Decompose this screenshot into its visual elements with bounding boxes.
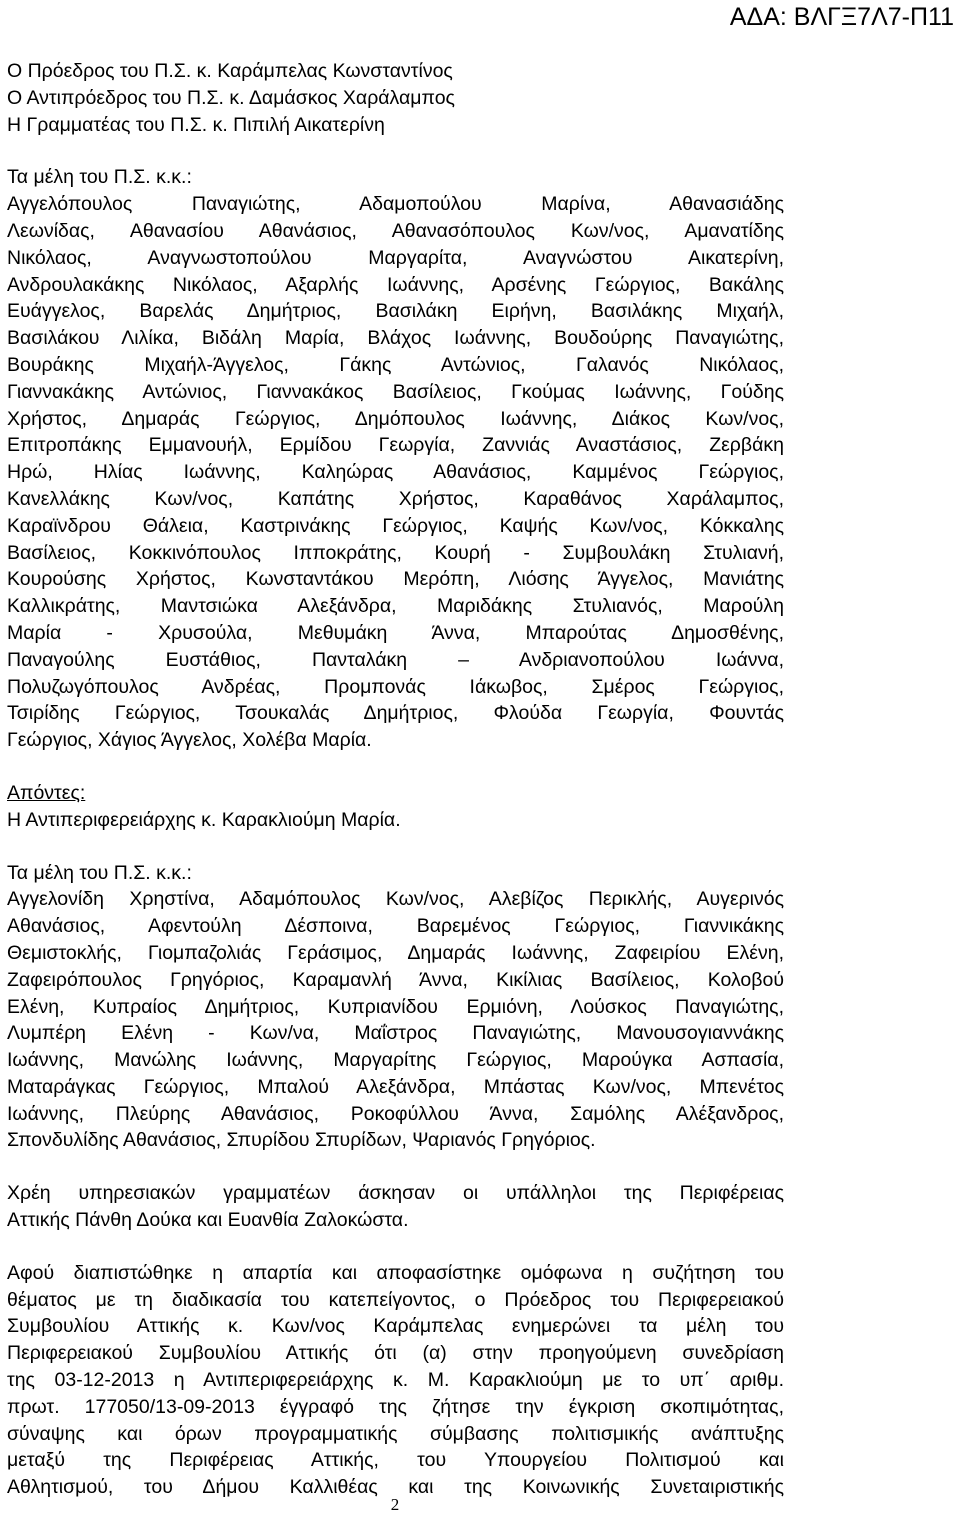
body-paragraph: [7, 1260, 784, 1501]
absent-heading: Απόντες:: [7, 781, 86, 804]
present-members-line: Καραϊνδρου Θάλεια, Καστρινάκης Γεώργιος, Καψής Κων/νος, Κόκκαλης: [7, 514, 784, 537]
present-members-line: Μαρία - Χρυσούλα, Μεθυμάκη Άννα, Μπαρούτας Δημοσθένης,: [7, 621, 784, 644]
secretaries-line: Αττικής Πάνθη Δούκα και Ευανθία Ζαλοκώστα.: [7, 1209, 409, 1232]
ada-code: ΑΔΑ: ΒΛΓΞ7Λ7-Π11: [729, 3, 954, 31]
present-members-line: Κανελλάκης Κων/νος, Καπάτης Χρήστος, Καραθάνος Χαράλαμπος,: [7, 487, 784, 510]
present-members-last-line: Γεώργιος, Χάγιος Άγγελος, Χολέβα Μαρία.: [7, 729, 372, 752]
present-members-line: Νικόλαος, Αναγνωστοπούλου Μαργαρίτα, Αναγνώστου Αικατερίνη,: [7, 246, 784, 269]
secretaries-paragraph: [7, 1180, 784, 1234]
spacer: [7, 138, 784, 164]
present-members-line: Τσιρίδης Γεώργιος, Τσουκαλάς Δημήτριος, Φλούδα Γεωργία, Φουντάς: [7, 702, 784, 725]
present-members-line: Επιτροπάκης Εμμανουήλ, Ερμίδου Γεωργία, Ζαννιάς Αναστάσιος, Ζερβάκη: [7, 434, 784, 457]
absent-members-last-line: Σπονδυλίδης Αθανάσιος, Σπυρίδου Σπυρίδων, Ψαριανός Γρηγόριος.: [7, 1129, 596, 1152]
absent-members-line: Ιωάννης, Πλεύρης Αθανάσιος, Ροκοφύλλου Άννα, Σαμόλης Αλέξανδρος,: [7, 1102, 784, 1125]
present-members-line: Καλλικράτης, Μαντσιώκα Αλεξάνδρα, Μαριδάκης Στυλιανός, Μαρούλη: [7, 595, 784, 618]
absent-members-line: Ζαφειρόπουλος Γρηγόριος, Καραμανλή Άννα, Κικίλιας Βασίλειος, Κολοβού: [7, 968, 784, 991]
present-members-line: Παναγούλης Ευστάθιος, Πανταλάκη – Ανδριανοπούλου Ιωάννα,: [7, 648, 784, 671]
present-members-heading: Τα μέλη του Π.Σ. κ.κ.:: [7, 166, 192, 189]
absent-members-line: Αγγελονίδη Χρηστίνα, Αδαμόπουλος Κων/νος, Αλεβίζος Περικλής, Αυγερινός: [7, 888, 784, 911]
body-line: Περιφερειακού Συμβουλίου Αττικής ότι (α) στην προηγούμενη συνεδρίαση: [7, 1342, 784, 1365]
body-line: Αφού διαπιστώθηκε η απαρτία και αποφασίστηκε ομόφωνα η συζήτηση του: [7, 1261, 784, 1284]
absent-members-line: Ματαράγκας Γεώργιος, Μπαλού Αλεξάνδρα, Μπάστας Κων/νος, Μπενέτος: [7, 1075, 784, 1098]
absent-members-block: [7, 860, 784, 1155]
present-members-line: Ανδρουλακάκης Νικόλαος, Αξαρλής Ιωάννης, Αρσένης Γεώργιος, Βακάλης: [7, 273, 784, 296]
present-members-block: [7, 164, 784, 754]
body-line: σύναψης και όρων προγραμματικής σύμβασης πολιτισμικής ανάπτυξης: [7, 1422, 784, 1445]
absent-members-line: Αθανάσιος, Αφεντούλη Δέσποινα, Βαρεμένος Γεώργιος, Γιαννικάκης: [7, 915, 784, 938]
secretary-line: Η Γραμματέας του Π.Σ. κ. Πιπιλή Αικατερίνη: [7, 113, 385, 136]
absent-members-heading: Τα μέλη του Π.Σ. κ.κ.:: [7, 861, 192, 884]
spacer: [7, 1154, 784, 1180]
absent-members-line: Λυμπέρη Ελένη - Κων/να, Μαΐστρος Παναγιώτης, Μανουσογιαννάκης: [7, 1022, 784, 1045]
present-members-line: Ευάγγελος, Βαρελάς Δημήτριος, Βασιλάκη Ειρήνη, Βασιλάκης Μιχαήλ,: [7, 300, 784, 323]
present-members-line: Γιαννακάκης Αντώνιος, Γιαννακάκος Βασίλειος, Γκούμας Ιωάννης, Γούδης: [7, 380, 784, 403]
present-members-line: Βουράκης Μιχαήλ-Άγγελος, Γάκης Αντώνιος, Γαλανός Νικόλαος,: [7, 353, 784, 376]
absent-deputy-line: Η Αντιπεριφερειάρχης κ. Καρακλιούμη Μαρία.: [7, 808, 401, 831]
present-members-list: [7, 191, 784, 727]
body-line: της 03-12-2013 η Αντιπεριφερειάρχης κ. Μ. Καρακλιούμη με το υπ΄ αριθμ.: [7, 1369, 784, 1392]
present-members-line: Βασιλάκου Λιλίκα, Βιδάλη Μαρία, Βλάχος Ιωάννης, Βουδούρης Παναγιώτης,: [7, 327, 784, 350]
secretaries-line: Χρέη υπηρεσιακών γραμματέων άσκησαν οι υπάλληλοι της Περιφέρειας: [7, 1182, 784, 1205]
present-members-line: Κουρούσης Χρήστος, Κωνσταντάκου Μερόπη, Λιόσης Άγγελος, Μανιάτης: [7, 568, 784, 591]
spacer: [7, 754, 784, 780]
minutes-page: [7, 58, 784, 1501]
body-line: πρωτ. 177050/13-09-2013 έγγραφό της ζήτησε την έγκριση σκοπιμότητας,: [7, 1395, 784, 1418]
president-line: Ο Πρόεδρος του Π.Σ. κ. Καράμπελας Κωνσταντίνος: [7, 60, 453, 82]
present-members-line: Πολυζωγόπουλος Ανδρέας, Προμπονάς Ιάκωβος, Σμέρος Γεώργιος,: [7, 675, 784, 698]
present-members-line: Ηρώ, Ηλίας Ιωάννης, Καληώρας Αθανάσιος, Καμμένος Γεώργιος,: [7, 461, 784, 484]
page-number: 2: [390, 1495, 400, 1514]
presidium-block: [7, 58, 784, 138]
spacer: [7, 834, 784, 860]
present-members-line: Λεωνίδας, Αθανασίου Αθανάσιος, Αθανασόπουλος Κων/νος, Αμανατίδης: [7, 219, 784, 242]
body-line: Συμβουλίου Αττικής κ. Κων/νος Καράμπελας ενημερώνει τα μέλη του: [7, 1315, 784, 1338]
present-members-line: Αγγελόπουλος Παναγιώτης, Αδαμοπούλου Μαρίνα, Αθανασιάδης: [7, 193, 784, 216]
absent-members-line: Θεμιστοκλής, Γιομπαζολιάς Γεράσιμος, Δημαράς Ιωάννης, Ζαφειρίου Ελένη,: [7, 941, 784, 964]
absent-members-list: [7, 886, 784, 1127]
absent-members-line: Ιωάννης, Μανώλης Ιωάννης, Μαργαρίτης Γεώργιος, Μαρούγκα Ασπασία,: [7, 1049, 784, 1072]
absent-members-line: Ελένη, Κυπραίος Δημήτριος, Κυπριανίδου Ερμιόνη, Λούσκος Παναγιώτης,: [7, 995, 784, 1018]
spacer: [7, 1234, 784, 1260]
body-line: μεταξύ της Περιφέρειας Αττικής, του Υπουργείου Πολιτισμού και: [7, 1449, 784, 1472]
absent-block: [7, 780, 784, 834]
present-members-line: Βασίλειος, Κοκκινόπουλος Ιπποκράτης, Κουρή - Συμβουλάκη Στυλιανή,: [7, 541, 784, 564]
present-members-line: Χρήστος, Δημαράς Γεώργιος, Δημόπουλος Ιωάννης, Διάκος Κων/νος,: [7, 407, 784, 430]
body-line: θέματος με τη διαδικασία του κατεπείγοντος, ο Πρόεδρος του Περιφερειακού: [7, 1288, 784, 1311]
body-line: Αθλητισμού, του Δήμου Καλλιθέας και της Κοινωνικής Συνεταιριστικής: [7, 1476, 784, 1499]
vice-president-line: Ο Αντιπρόεδρος του Π.Σ. κ. Δαμάσκος Χαράλαμπος: [7, 86, 455, 109]
